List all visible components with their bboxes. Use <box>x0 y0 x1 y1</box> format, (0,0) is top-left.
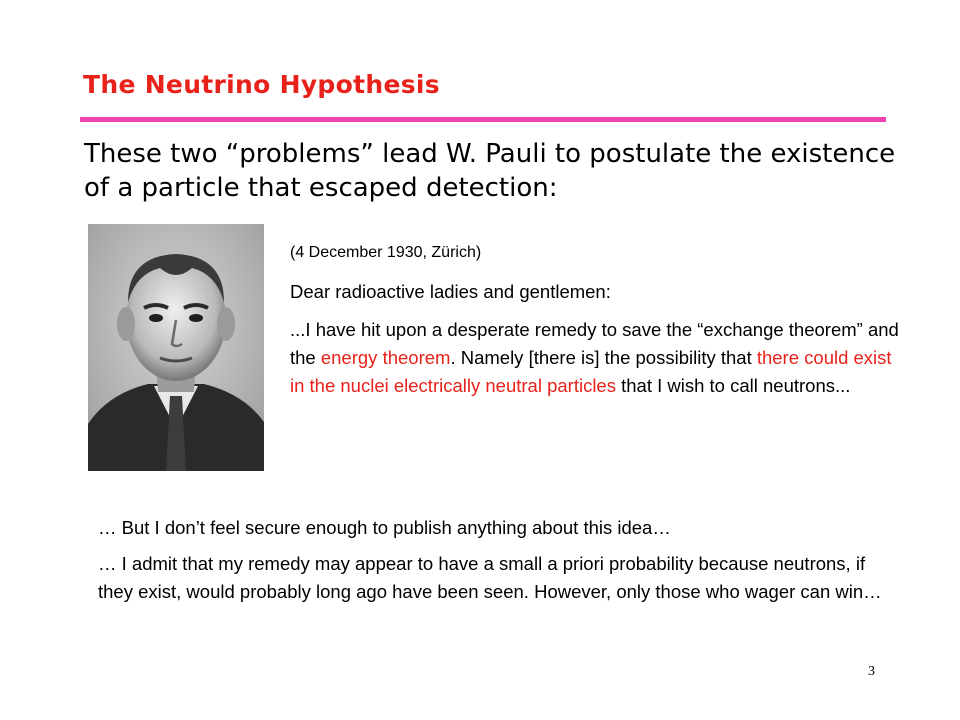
neutral-particles-highlight: there could exist in the nuclei electrically neutral particles <box>290 347 892 396</box>
energy-theorem-highlight: energy theorem <box>320 347 451 368</box>
footer-quotes <box>98 514 888 606</box>
letter-body-text-3: that I wish to call neutrons... <box>615 375 851 396</box>
title-divider <box>80 117 886 122</box>
letter-date: (4 December 1930, Zürich) <box>290 244 482 261</box>
footer-quote-2: … I admit that my remedy may appear to have a small a priori probability because neutrons, if they exist, would probably long ago have been seen. However, only those who wager can win… <box>98 553 882 602</box>
letter-body-text-2: . Namely [there is] the possibility that <box>450 347 757 368</box>
pauli-letter-quote <box>290 240 900 400</box>
footer-quote-1: … But I don’t feel secure enough to publish anything about this idea… <box>98 517 671 538</box>
slide-subtitle: These two “problems” lead W. Pauli to postulate the existence of a particle that escaped detection: <box>84 139 896 203</box>
page-number: 3 <box>868 664 875 679</box>
slide-title: The Neutrino Hypothesis <box>83 70 440 99</box>
pauli-portrait-photo <box>88 224 264 471</box>
letter-body-text-1: ...I have hit upon a desperate remedy to save the “exchange theorem” and the <box>290 319 899 368</box>
letter-salutation: Dear radioactive ladies and gentlemen: <box>290 281 611 302</box>
letter-body <box>290 316 900 400</box>
